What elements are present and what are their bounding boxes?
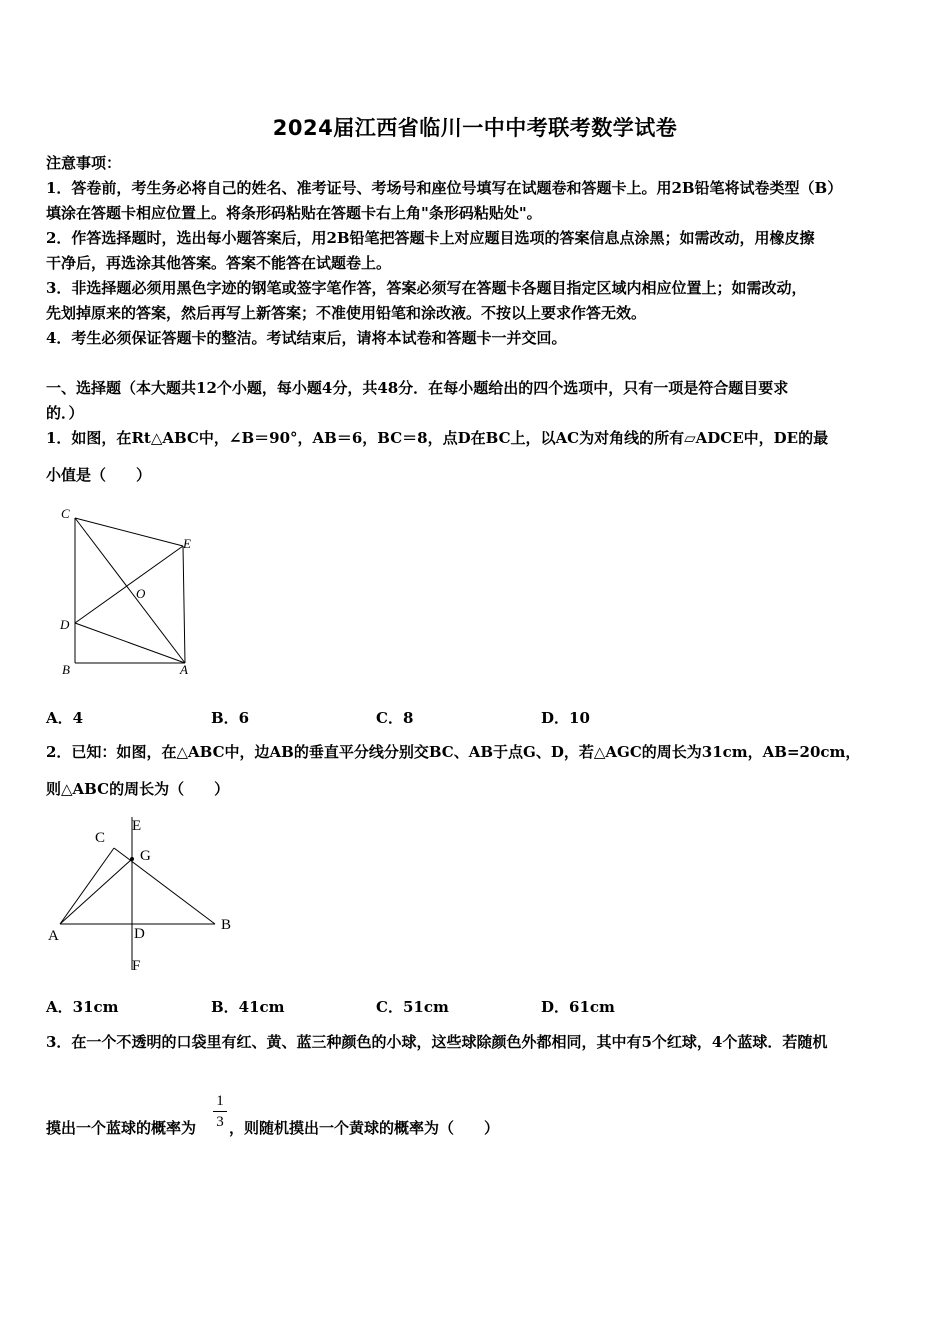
segment-cb xyxy=(114,848,215,924)
section-heading: 一、选择题（本大题共12个小题，每小题4分，共48分．在每小题给出的四个选项中，只有一项是符合题目要求 xyxy=(46,379,789,397)
segment-ea xyxy=(183,546,185,663)
segment-ca xyxy=(75,518,185,663)
q2-option-c: C．51cm xyxy=(376,998,449,1016)
q2-option-b: B．41cm xyxy=(211,998,285,1016)
q2-option-d: D．61cm xyxy=(541,998,615,1016)
segment-de xyxy=(75,546,183,623)
notice-line: 先划掉原来的答案，然后再写上新答案；不准使用铅笔和涂改液。不按以上要求作答无效。 xyxy=(46,304,647,322)
fraction-bar xyxy=(213,1111,227,1112)
label-c: C xyxy=(95,830,106,846)
label-o: O xyxy=(136,586,146,601)
label-b: B xyxy=(62,662,70,677)
label-f: F xyxy=(132,958,141,974)
q1-option-d: D．10 xyxy=(541,709,590,727)
segment-ag xyxy=(60,859,132,924)
question-3-text-pre: 摸出一个蓝球的概率为 xyxy=(46,1119,197,1137)
label-e: E xyxy=(132,818,142,834)
label-a: A xyxy=(180,662,188,677)
notice-line: 填涂在答题卡相应位置上。将条形码粘贴在答题卡右上角"条形码粘贴处"。 xyxy=(46,204,542,222)
label-e: E xyxy=(183,536,191,551)
q1-option-a: A．4 xyxy=(46,709,84,727)
notice-line: 2．作答选择题时，选出每小题答案后，用2B铅笔把答题卡上对应题目选项的答案信息点涂黑；如需改动，用橡皮擦 xyxy=(46,229,815,247)
segment-ac xyxy=(60,848,114,924)
question-3-text-post: ，则随机摸出一个黄球的概率为（ ） xyxy=(229,1119,500,1137)
notice-line: 1．答卷前，考生务必将自己的姓名、准考证号、考场号和座位号填写在试题卷和答题卡上。用2B铅笔将试卷类型（B） xyxy=(46,179,843,197)
label-g: G xyxy=(140,848,151,864)
question-1-text: 1．如图，在Rt△ABC中，∠B＝90°，AB＝6，BC＝8，点D在BC上，以AC为对角线的所有▱ADCE中，DE的最 xyxy=(46,429,829,447)
q1-option-b: B．6 xyxy=(211,709,250,727)
question-2-text: 2．已知：如图，在△ABC中，边AB的垂直平分线分别交BC、AB于点G、D，若△AGC的周长为31cm，AB=20cm， xyxy=(46,743,861,761)
point-g xyxy=(130,857,134,861)
question-3-text: 3．在一个不透明的口袋里有红、黄、蓝三种颜色的小球，这些球除颜色外都相同，其中有5个红球，4个蓝球．若随机 xyxy=(46,1033,828,1051)
label-c: C xyxy=(61,506,70,521)
label-a: A xyxy=(48,928,59,944)
label-d: D xyxy=(60,617,70,632)
question-2-figure xyxy=(44,812,244,977)
notice-line: 3．非选择题必须用黑色字迹的钢笔或签字笔作答，答案必须写在答题卡各题目指定区域内相应位置上；如需改动， xyxy=(46,279,807,297)
notice-line: 4．考生必须保证答题卡的整洁。考试结束后，请将本试卷和答题卡一并交回。 xyxy=(46,329,567,347)
question-1-figure xyxy=(55,500,205,685)
notice-line: 干净后，再选涂其他答案。答案不能答在试题卷上。 xyxy=(46,254,392,272)
section-heading-cont: 的．） xyxy=(46,404,84,422)
question-1-text-cont: 小值是（ ） xyxy=(46,466,152,484)
page-title: 2024届江西省临川一中中考联考数学试卷 xyxy=(272,116,678,140)
fraction-denominator: 3 xyxy=(216,1114,224,1130)
question-2-text-cont: 则△ABC的周长为（ ） xyxy=(46,780,230,798)
q1-option-c: C．8 xyxy=(376,709,414,727)
segment-ce xyxy=(75,518,183,546)
segment-da xyxy=(75,623,185,663)
fraction-numerator: 1 xyxy=(216,1093,224,1109)
notice-heading: 注意事项： xyxy=(46,154,122,172)
fraction-one-third xyxy=(213,1092,227,1131)
q2-option-a: A．31cm xyxy=(46,998,119,1016)
label-d: D xyxy=(134,926,145,942)
label-b: B xyxy=(221,917,232,933)
